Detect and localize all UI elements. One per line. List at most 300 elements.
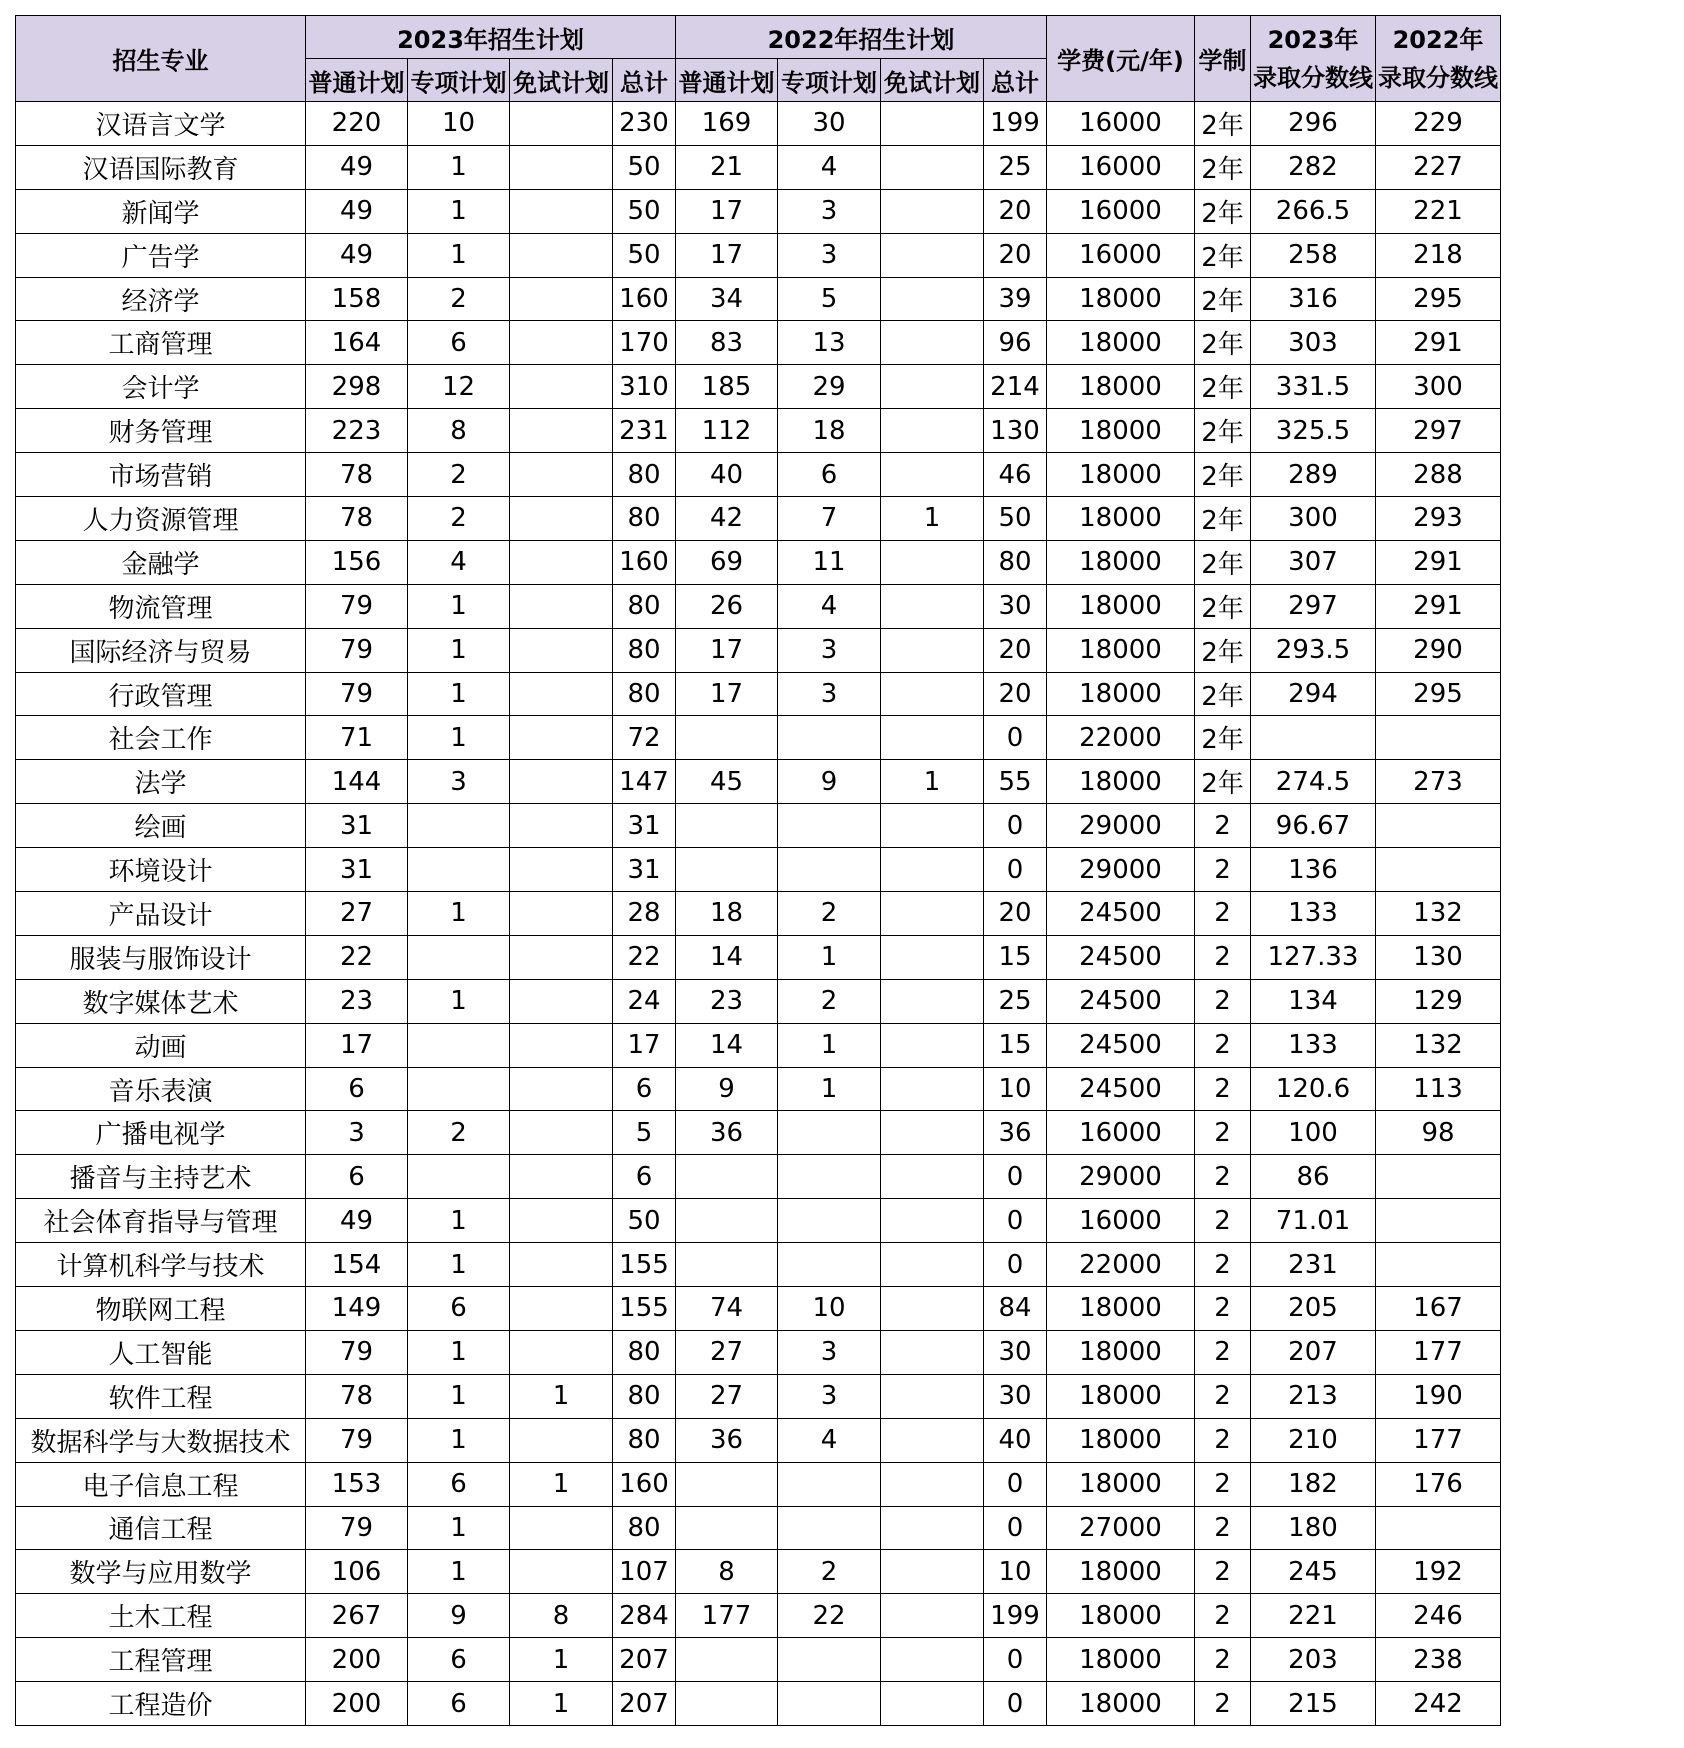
cell-plan-2022-total[interactable]: 50	[984, 497, 1047, 541]
cell-plan-2022-special[interactable]	[778, 1243, 881, 1287]
cell-plan-2023-total[interactable]: 24	[613, 979, 676, 1023]
cell-plan-2023-regular[interactable]: 79	[306, 1418, 408, 1462]
cell-plan-2022-special[interactable]: 1	[778, 1023, 881, 1067]
cell-plan-2023-exempt[interactable]	[510, 1550, 613, 1594]
cell-plan-2023-exempt[interactable]	[510, 1243, 613, 1287]
cell-plan-2023-special[interactable]: 6	[408, 1682, 510, 1726]
cell-major[interactable]: 物流管理	[16, 584, 306, 628]
cell-plan-2023-total[interactable]: 50	[613, 1199, 676, 1243]
cell-plan-2022-special[interactable]: 22	[778, 1594, 881, 1638]
cell-plan-2022-special[interactable]	[778, 1682, 881, 1726]
cell-major[interactable]: 社会体育指导与管理	[16, 1199, 306, 1243]
cell-score-2022[interactable]: 229	[1376, 102, 1501, 146]
cell-plan-2022-total[interactable]: 30	[984, 584, 1047, 628]
cell-plan-2023-total[interactable]: 31	[613, 804, 676, 848]
cell-plan-2023-total[interactable]: 107	[613, 1550, 676, 1594]
cell-score-2022[interactable]: 129	[1376, 979, 1501, 1023]
cell-score-2023[interactable]: 180	[1251, 1506, 1376, 1550]
cell-plan-2023-total[interactable]: 22	[613, 935, 676, 979]
cell-plan-2023-regular[interactable]: 223	[306, 409, 408, 453]
cell-plan-2022-special[interactable]	[778, 848, 881, 892]
cell-plan-2023-total[interactable]: 80	[613, 1506, 676, 1550]
cell-plan-2023-total[interactable]: 310	[613, 365, 676, 409]
cell-plan-2023-special[interactable]: 6	[408, 1462, 510, 1506]
cell-plan-2022-total[interactable]: 0	[984, 1682, 1047, 1726]
cell-plan-2022-total[interactable]: 0	[984, 1506, 1047, 1550]
cell-plan-2023-total[interactable]: 17	[613, 1023, 676, 1067]
cell-plan-2023-exempt[interactable]	[510, 189, 613, 233]
cell-plan-2022-regular[interactable]: 42	[676, 497, 778, 541]
cell-plan-2023-total[interactable]: 80	[613, 628, 676, 672]
cell-tuition[interactable]: 16000	[1047, 1111, 1195, 1155]
cell-score-2023[interactable]: 221	[1251, 1594, 1376, 1638]
cell-major[interactable]: 行政管理	[16, 672, 306, 716]
cell-plan-2023-special[interactable]: 2	[408, 277, 510, 321]
cell-plan-2022-regular[interactable]	[676, 1638, 778, 1682]
cell-tuition[interactable]: 18000	[1047, 1462, 1195, 1506]
cell-major[interactable]: 数学与应用数学	[16, 1550, 306, 1594]
cell-tuition[interactable]: 18000	[1047, 760, 1195, 804]
cell-plan-2022-exempt[interactable]	[881, 1550, 984, 1594]
header-score-2022[interactable]	[1376, 16, 1501, 102]
cell-major[interactable]: 金融学	[16, 540, 306, 584]
cell-plan-2023-exempt[interactable]	[510, 365, 613, 409]
cell-duration[interactable]: 2	[1195, 804, 1251, 848]
cell-score-2022[interactable]: 295	[1376, 672, 1501, 716]
cell-duration[interactable]: 2年	[1195, 233, 1251, 277]
cell-plan-2022-exempt[interactable]	[881, 1374, 984, 1418]
cell-duration[interactable]: 2年	[1195, 102, 1251, 146]
cell-plan-2023-exempt[interactable]	[510, 321, 613, 365]
cell-duration[interactable]: 2	[1195, 935, 1251, 979]
cell-plan-2023-total[interactable]: 50	[613, 189, 676, 233]
cell-plan-2022-exempt[interactable]	[881, 1462, 984, 1506]
cell-plan-2022-total[interactable]: 15	[984, 1023, 1047, 1067]
cell-plan-2022-special[interactable]: 3	[778, 1374, 881, 1418]
cell-tuition[interactable]: 18000	[1047, 1638, 1195, 1682]
header-2023-special[interactable]: 专项计划	[408, 59, 510, 102]
cell-plan-2022-special[interactable]: 3	[778, 672, 881, 716]
header-tuition[interactable]: 学费(元/年)	[1047, 16, 1195, 102]
cell-plan-2022-special[interactable]	[778, 1155, 881, 1199]
cell-major[interactable]: 工程造价	[16, 1682, 306, 1726]
cell-score-2022[interactable]: 288	[1376, 453, 1501, 497]
cell-plan-2023-exempt[interactable]	[510, 1287, 613, 1331]
cell-plan-2022-exempt[interactable]	[881, 102, 984, 146]
header-2022-regular[interactable]: 普通计划	[676, 59, 778, 102]
cell-score-2022[interactable]: 132	[1376, 1023, 1501, 1067]
cell-score-2022[interactable]: 167	[1376, 1287, 1501, 1331]
cell-score-2022[interactable]: 300	[1376, 365, 1501, 409]
cell-score-2023[interactable]: 316	[1251, 277, 1376, 321]
cell-plan-2023-exempt[interactable]: 1	[510, 1462, 613, 1506]
cell-tuition[interactable]: 18000	[1047, 628, 1195, 672]
cell-plan-2022-special[interactable]: 4	[778, 584, 881, 628]
cell-score-2022[interactable]: 295	[1376, 277, 1501, 321]
cell-duration[interactable]: 2年	[1195, 189, 1251, 233]
cell-plan-2022-exempt[interactable]	[881, 1638, 984, 1682]
cell-plan-2023-special[interactable]: 1	[408, 979, 510, 1023]
cell-major[interactable]: 广播电视学	[16, 1111, 306, 1155]
cell-plan-2022-special[interactable]: 13	[778, 321, 881, 365]
cell-plan-2023-special[interactable]: 9	[408, 1594, 510, 1638]
cell-plan-2023-regular[interactable]: 71	[306, 716, 408, 760]
cell-tuition[interactable]: 18000	[1047, 1418, 1195, 1462]
cell-plan-2023-total[interactable]: 80	[613, 497, 676, 541]
cell-plan-2023-total[interactable]: 80	[613, 1418, 676, 1462]
cell-duration[interactable]: 2年	[1195, 453, 1251, 497]
cell-plan-2022-special[interactable]	[778, 1462, 881, 1506]
cell-major[interactable]: 物联网工程	[16, 1287, 306, 1331]
cell-plan-2023-total[interactable]: 284	[613, 1594, 676, 1638]
cell-plan-2022-special[interactable]: 4	[778, 145, 881, 189]
cell-plan-2022-special[interactable]: 29	[778, 365, 881, 409]
cell-plan-2022-regular[interactable]: 185	[676, 365, 778, 409]
cell-score-2023[interactable]: 133	[1251, 1023, 1376, 1067]
cell-plan-2023-total[interactable]: 31	[613, 848, 676, 892]
cell-plan-2023-special[interactable]: 3	[408, 760, 510, 804]
cell-plan-2022-special[interactable]: 2	[778, 1550, 881, 1594]
cell-plan-2022-total[interactable]: 30	[984, 1330, 1047, 1374]
cell-plan-2023-special[interactable]: 1	[408, 1243, 510, 1287]
cell-plan-2023-special[interactable]	[408, 848, 510, 892]
cell-plan-2022-total[interactable]: 0	[984, 1638, 1047, 1682]
cell-score-2022[interactable]: 291	[1376, 584, 1501, 628]
cell-plan-2022-regular[interactable]	[676, 1682, 778, 1726]
cell-plan-2022-exempt[interactable]	[881, 1199, 984, 1243]
cell-plan-2023-total[interactable]: 170	[613, 321, 676, 365]
cell-plan-2023-exempt[interactable]	[510, 1199, 613, 1243]
cell-tuition[interactable]: 16000	[1047, 189, 1195, 233]
cell-score-2023[interactable]: 296	[1251, 102, 1376, 146]
header-score-2023[interactable]	[1251, 16, 1376, 102]
cell-duration[interactable]: 2年	[1195, 497, 1251, 541]
cell-score-2023[interactable]: 203	[1251, 1638, 1376, 1682]
cell-duration[interactable]: 2	[1195, 1243, 1251, 1287]
cell-duration[interactable]: 2	[1195, 848, 1251, 892]
cell-plan-2023-special[interactable]: 1	[408, 1374, 510, 1418]
cell-tuition[interactable]: 18000	[1047, 584, 1195, 628]
cell-plan-2022-regular[interactable]: 27	[676, 1330, 778, 1374]
cell-tuition[interactable]: 24500	[1047, 1067, 1195, 1111]
cell-plan-2023-regular[interactable]: 200	[306, 1638, 408, 1682]
cell-plan-2022-special[interactable]: 7	[778, 497, 881, 541]
cell-plan-2023-exempt[interactable]	[510, 672, 613, 716]
cell-plan-2023-regular[interactable]: 22	[306, 935, 408, 979]
cell-score-2023[interactable]: 207	[1251, 1330, 1376, 1374]
cell-tuition[interactable]: 18000	[1047, 365, 1195, 409]
cell-plan-2022-special[interactable]: 1	[778, 1067, 881, 1111]
cell-plan-2022-exempt[interactable]	[881, 1111, 984, 1155]
cell-score-2023[interactable]: 294	[1251, 672, 1376, 716]
cell-duration[interactable]: 2	[1195, 1682, 1251, 1726]
cell-major[interactable]: 人力资源管理	[16, 497, 306, 541]
cell-score-2023[interactable]: 182	[1251, 1462, 1376, 1506]
cell-major[interactable]: 社会工作	[16, 716, 306, 760]
cell-plan-2022-special[interactable]: 2	[778, 892, 881, 936]
cell-plan-2022-total[interactable]: 96	[984, 321, 1047, 365]
cell-plan-2023-special[interactable]: 2	[408, 453, 510, 497]
cell-duration[interactable]: 2年	[1195, 584, 1251, 628]
cell-plan-2022-regular[interactable]: 17	[676, 628, 778, 672]
cell-plan-2022-exempt[interactable]	[881, 409, 984, 453]
cell-plan-2022-exempt[interactable]	[881, 804, 984, 848]
header-2022-special[interactable]: 专项计划	[778, 59, 881, 102]
cell-plan-2022-total[interactable]: 55	[984, 760, 1047, 804]
cell-plan-2023-total[interactable]: 231	[613, 409, 676, 453]
cell-duration[interactable]: 2	[1195, 1418, 1251, 1462]
header-plan-2023[interactable]: 2023年招生计划	[306, 16, 676, 59]
cell-plan-2023-exempt[interactable]	[510, 804, 613, 848]
cell-plan-2022-total[interactable]: 0	[984, 716, 1047, 760]
cell-plan-2022-regular[interactable]: 83	[676, 321, 778, 365]
cell-duration[interactable]: 2	[1195, 1111, 1251, 1155]
cell-plan-2023-exempt[interactable]	[510, 716, 613, 760]
cell-plan-2023-total[interactable]: 80	[613, 672, 676, 716]
cell-plan-2022-total[interactable]: 10	[984, 1550, 1047, 1594]
cell-plan-2023-special[interactable]: 1	[408, 233, 510, 277]
cell-tuition[interactable]: 24500	[1047, 935, 1195, 979]
cell-score-2023[interactable]: 133	[1251, 892, 1376, 936]
cell-score-2022[interactable]	[1376, 716, 1501, 760]
cell-major[interactable]: 国际经济与贸易	[16, 628, 306, 672]
cell-plan-2022-special[interactable]	[778, 1111, 881, 1155]
cell-plan-2023-special[interactable]: 4	[408, 540, 510, 584]
cell-plan-2023-exempt[interactable]	[510, 892, 613, 936]
cell-plan-2022-special[interactable]: 3	[778, 189, 881, 233]
cell-plan-2022-special[interactable]	[778, 804, 881, 848]
cell-plan-2023-exempt[interactable]: 1	[510, 1638, 613, 1682]
cell-plan-2023-special[interactable]: 2	[408, 1111, 510, 1155]
cell-score-2023[interactable]: 127.33	[1251, 935, 1376, 979]
cell-plan-2022-regular[interactable]	[676, 804, 778, 848]
cell-duration[interactable]: 2年	[1195, 277, 1251, 321]
cell-plan-2023-special[interactable]: 2	[408, 497, 510, 541]
cell-plan-2022-exempt[interactable]	[881, 1023, 984, 1067]
cell-plan-2022-exempt[interactable]	[881, 453, 984, 497]
cell-plan-2022-total[interactable]: 20	[984, 628, 1047, 672]
cell-plan-2023-total[interactable]: 160	[613, 1462, 676, 1506]
cell-plan-2023-regular[interactable]: 78	[306, 453, 408, 497]
cell-score-2022[interactable]: 98	[1376, 1111, 1501, 1155]
cell-plan-2023-special[interactable]: 6	[408, 1287, 510, 1331]
cell-plan-2023-regular[interactable]: 220	[306, 102, 408, 146]
cell-score-2022[interactable]: 290	[1376, 628, 1501, 672]
cell-tuition[interactable]: 16000	[1047, 145, 1195, 189]
cell-major[interactable]: 广告学	[16, 233, 306, 277]
cell-plan-2023-regular[interactable]: 49	[306, 145, 408, 189]
cell-plan-2023-exempt[interactable]	[510, 760, 613, 804]
cell-plan-2023-total[interactable]: 80	[613, 453, 676, 497]
cell-plan-2022-regular[interactable]: 36	[676, 1111, 778, 1155]
cell-score-2022[interactable]: 291	[1376, 540, 1501, 584]
cell-plan-2022-exempt[interactable]	[881, 1418, 984, 1462]
cell-score-2023[interactable]: 205	[1251, 1287, 1376, 1331]
cell-tuition[interactable]: 18000	[1047, 1330, 1195, 1374]
cell-tuition[interactable]: 18000	[1047, 1594, 1195, 1638]
cell-plan-2023-exempt[interactable]	[510, 102, 613, 146]
cell-plan-2022-total[interactable]: 20	[984, 892, 1047, 936]
cell-plan-2023-regular[interactable]: 298	[306, 365, 408, 409]
cell-plan-2023-exempt[interactable]	[510, 497, 613, 541]
cell-plan-2022-regular[interactable]: 112	[676, 409, 778, 453]
cell-duration[interactable]: 2	[1195, 1287, 1251, 1331]
cell-plan-2023-special[interactable]	[408, 1067, 510, 1111]
cell-plan-2023-total[interactable]: 80	[613, 584, 676, 628]
cell-tuition[interactable]: 22000	[1047, 1243, 1195, 1287]
cell-duration[interactable]: 2年	[1195, 760, 1251, 804]
cell-plan-2023-regular[interactable]: 49	[306, 1199, 408, 1243]
cell-score-2023[interactable]: 300	[1251, 497, 1376, 541]
cell-score-2022[interactable]: 176	[1376, 1462, 1501, 1506]
cell-plan-2022-regular[interactable]: 8	[676, 1550, 778, 1594]
cell-plan-2022-total[interactable]: 0	[984, 1462, 1047, 1506]
cell-plan-2023-exempt[interactable]	[510, 935, 613, 979]
cell-major[interactable]: 经济学	[16, 277, 306, 321]
cell-plan-2022-regular[interactable]: 34	[676, 277, 778, 321]
cell-plan-2023-total[interactable]: 155	[613, 1243, 676, 1287]
cell-plan-2022-exempt[interactable]	[881, 672, 984, 716]
cell-plan-2023-exempt[interactable]	[510, 145, 613, 189]
cell-duration[interactable]: 2	[1195, 1638, 1251, 1682]
cell-plan-2022-regular[interactable]: 69	[676, 540, 778, 584]
cell-duration[interactable]: 2	[1195, 1374, 1251, 1418]
cell-tuition[interactable]: 29000	[1047, 1155, 1195, 1199]
cell-plan-2023-total[interactable]: 28	[613, 892, 676, 936]
cell-duration[interactable]: 2	[1195, 1594, 1251, 1638]
cell-plan-2023-regular[interactable]: 17	[306, 1023, 408, 1067]
cell-plan-2022-special[interactable]: 5	[778, 277, 881, 321]
cell-plan-2022-regular[interactable]: 17	[676, 233, 778, 277]
cell-tuition[interactable]: 18000	[1047, 672, 1195, 716]
cell-plan-2022-total[interactable]: 20	[984, 233, 1047, 277]
cell-plan-2022-exempt[interactable]	[881, 935, 984, 979]
cell-plan-2022-special[interactable]: 11	[778, 540, 881, 584]
cell-score-2022[interactable]: 242	[1376, 1682, 1501, 1726]
cell-plan-2023-special[interactable]: 1	[408, 1506, 510, 1550]
cell-plan-2022-regular[interactable]: 17	[676, 189, 778, 233]
cell-plan-2023-special[interactable]: 6	[408, 1638, 510, 1682]
cell-plan-2022-exempt[interactable]	[881, 321, 984, 365]
header-2023-regular[interactable]: 普通计划	[306, 59, 408, 102]
cell-score-2023[interactable]: 134	[1251, 979, 1376, 1023]
cell-plan-2023-special[interactable]: 1	[408, 672, 510, 716]
header-duration[interactable]: 学制	[1195, 16, 1251, 102]
cell-major[interactable]: 计算机科学与技术	[16, 1243, 306, 1287]
cell-score-2023[interactable]: 210	[1251, 1418, 1376, 1462]
cell-plan-2022-total[interactable]: 20	[984, 672, 1047, 716]
cell-major[interactable]: 环境设计	[16, 848, 306, 892]
cell-score-2023[interactable]: 325.5	[1251, 409, 1376, 453]
cell-score-2023[interactable]: 293.5	[1251, 628, 1376, 672]
cell-plan-2022-exempt[interactable]	[881, 584, 984, 628]
cell-plan-2023-exempt[interactable]	[510, 1506, 613, 1550]
cell-plan-2022-exempt[interactable]	[881, 1330, 984, 1374]
cell-score-2023[interactable]: 213	[1251, 1374, 1376, 1418]
cell-plan-2023-exempt[interactable]	[510, 540, 613, 584]
cell-plan-2023-total[interactable]: 50	[613, 233, 676, 277]
cell-plan-2022-special[interactable]	[778, 1199, 881, 1243]
cell-plan-2023-regular[interactable]: 156	[306, 540, 408, 584]
cell-plan-2023-regular[interactable]: 6	[306, 1155, 408, 1199]
cell-plan-2022-regular[interactable]	[676, 1243, 778, 1287]
cell-score-2023[interactable]: 331.5	[1251, 365, 1376, 409]
cell-plan-2022-total[interactable]: 46	[984, 453, 1047, 497]
cell-plan-2022-regular[interactable]: 18	[676, 892, 778, 936]
cell-major[interactable]: 绘画	[16, 804, 306, 848]
cell-score-2023[interactable]: 258	[1251, 233, 1376, 277]
cell-plan-2023-total[interactable]: 80	[613, 1374, 676, 1418]
cell-tuition[interactable]: 16000	[1047, 1199, 1195, 1243]
cell-major[interactable]: 汉语国际教育	[16, 145, 306, 189]
cell-plan-2022-total[interactable]: 199	[984, 102, 1047, 146]
cell-plan-2023-regular[interactable]: 27	[306, 892, 408, 936]
cell-plan-2023-exempt[interactable]	[510, 1023, 613, 1067]
cell-plan-2022-exempt[interactable]	[881, 277, 984, 321]
cell-score-2023[interactable]: 289	[1251, 453, 1376, 497]
cell-plan-2022-exempt[interactable]: 1	[881, 760, 984, 804]
cell-plan-2023-total[interactable]: 50	[613, 145, 676, 189]
header-major[interactable]: 招生专业	[16, 16, 306, 102]
cell-plan-2023-regular[interactable]: 154	[306, 1243, 408, 1287]
cell-plan-2022-regular[interactable]	[676, 1199, 778, 1243]
cell-major[interactable]: 工商管理	[16, 321, 306, 365]
cell-major[interactable]: 动画	[16, 1023, 306, 1067]
cell-plan-2022-total[interactable]: 214	[984, 365, 1047, 409]
cell-plan-2022-exempt[interactable]: 1	[881, 497, 984, 541]
cell-tuition[interactable]: 18000	[1047, 409, 1195, 453]
cell-plan-2022-special[interactable]: 10	[778, 1287, 881, 1331]
cell-plan-2022-regular[interactable]: 177	[676, 1594, 778, 1638]
cell-major[interactable]: 电子信息工程	[16, 1462, 306, 1506]
cell-score-2022[interactable]	[1376, 804, 1501, 848]
cell-plan-2022-exempt[interactable]	[881, 979, 984, 1023]
cell-score-2022[interactable]: 227	[1376, 145, 1501, 189]
cell-plan-2022-exempt[interactable]	[881, 365, 984, 409]
cell-plan-2023-exempt[interactable]	[510, 1330, 613, 1374]
cell-major[interactable]: 产品设计	[16, 892, 306, 936]
cell-plan-2022-special[interactable]: 3	[778, 233, 881, 277]
cell-plan-2022-exempt[interactable]	[881, 628, 984, 672]
cell-plan-2022-exempt[interactable]	[881, 1067, 984, 1111]
cell-plan-2022-total[interactable]: 30	[984, 1374, 1047, 1418]
cell-plan-2023-special[interactable]	[408, 804, 510, 848]
cell-duration[interactable]: 2年	[1195, 409, 1251, 453]
cell-plan-2023-total[interactable]: 6	[613, 1067, 676, 1111]
cell-plan-2022-special[interactable]: 2	[778, 979, 881, 1023]
cell-duration[interactable]: 2	[1195, 1330, 1251, 1374]
cell-plan-2023-special[interactable]: 10	[408, 102, 510, 146]
cell-plan-2022-total[interactable]: 0	[984, 1155, 1047, 1199]
cell-plan-2023-total[interactable]: 230	[613, 102, 676, 146]
cell-tuition[interactable]: 24500	[1047, 979, 1195, 1023]
cell-score-2023[interactable]: 282	[1251, 145, 1376, 189]
cell-plan-2022-special[interactable]: 30	[778, 102, 881, 146]
header-2022-total[interactable]: 总计	[984, 59, 1047, 102]
cell-plan-2023-regular[interactable]: 79	[306, 1506, 408, 1550]
cell-plan-2023-exempt[interactable]	[510, 277, 613, 321]
cell-tuition[interactable]: 18000	[1047, 1287, 1195, 1331]
cell-plan-2022-regular[interactable]: 14	[676, 1023, 778, 1067]
cell-plan-2023-special[interactable]: 8	[408, 409, 510, 453]
cell-major[interactable]: 财务管理	[16, 409, 306, 453]
cell-score-2022[interactable]: 291	[1376, 321, 1501, 365]
cell-score-2022[interactable]	[1376, 1506, 1501, 1550]
cell-duration[interactable]: 2	[1195, 1462, 1251, 1506]
cell-score-2023[interactable]: 297	[1251, 584, 1376, 628]
cell-plan-2022-regular[interactable]: 23	[676, 979, 778, 1023]
cell-duration[interactable]: 2年	[1195, 628, 1251, 672]
